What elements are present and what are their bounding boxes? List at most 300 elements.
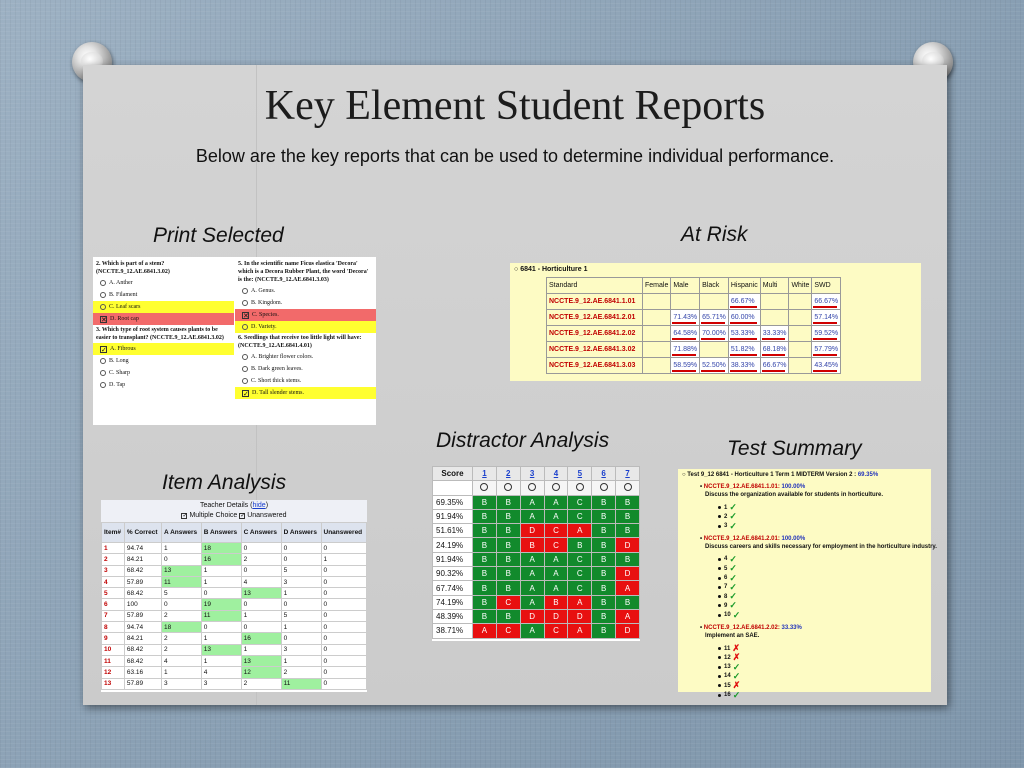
answer-option: A. Anther	[93, 277, 234, 289]
answer-cell: A	[544, 567, 568, 581]
test-summary-report	[678, 469, 937, 700]
answer-cell: B	[496, 495, 520, 509]
distractor-analysis-report	[432, 466, 640, 641]
answer-cell: B	[473, 524, 497, 538]
answer-cell: B	[592, 624, 616, 638]
item-number: 8	[102, 622, 125, 633]
answer-cell: D	[520, 609, 544, 623]
percent-cell: 58.59%	[671, 358, 700, 374]
answer-cell: C	[568, 495, 592, 509]
answer-cell: A	[568, 595, 592, 609]
data-cell: 0	[162, 599, 202, 610]
check-mark-icon: ✓	[729, 563, 737, 574]
data-cell: 0	[201, 622, 241, 633]
check-mark-icon: ✓	[729, 553, 737, 564]
question-text: 3. Which type of root system causes plants to be easier to transplant? (NCCTE.9_12.AE.6841.3.02)	[96, 327, 224, 341]
percent-cell	[700, 294, 729, 310]
answer-cell: A	[544, 509, 568, 523]
answer-cell: B	[473, 495, 497, 509]
slide-subtitle: Below are the key reports that can be used to determine individual performance.	[195, 146, 835, 166]
answer-cell: C	[544, 624, 568, 638]
percent-cell	[789, 358, 812, 374]
magnifier-icon[interactable]	[480, 483, 488, 491]
data-cell: 11	[162, 576, 202, 587]
check-mark-icon: ✓	[729, 581, 737, 592]
percent-cell	[789, 342, 812, 358]
question-number-link[interactable]: 5	[568, 467, 592, 481]
standard-code: NCCTE.9_12.AE.6841.1.01	[547, 294, 643, 310]
radio-icon	[242, 378, 248, 384]
table-row	[102, 554, 367, 565]
magnifier-icon[interactable]	[600, 483, 608, 491]
radio-icon	[242, 324, 248, 330]
table-row	[102, 644, 367, 655]
data-cell: 94.74	[124, 622, 161, 633]
score-cell: 74.19%	[433, 595, 473, 609]
answer-cell: C	[544, 524, 568, 538]
score-cell: 69.35%	[433, 495, 473, 509]
data-cell: 3	[162, 678, 202, 689]
magnifier-icon[interactable]	[552, 483, 560, 491]
percent-cell	[643, 342, 671, 358]
x-mark-icon: ✗	[732, 680, 741, 691]
data-cell: 1	[241, 644, 281, 655]
question-number: 16	[724, 692, 731, 698]
score-cell: 38.71%	[433, 624, 473, 638]
data-cell: 68.42	[124, 565, 161, 576]
data-cell: 11	[281, 678, 321, 689]
question-number: 3	[724, 523, 728, 530]
data-cell: 11	[201, 610, 241, 621]
column-header: Female	[643, 278, 671, 294]
table-row	[102, 678, 367, 689]
data-cell: 2	[162, 633, 202, 644]
data-cell: 3	[281, 644, 321, 655]
standard-percent: 33.33%	[781, 625, 802, 631]
column-header: Black	[700, 278, 729, 294]
bullet-icon	[718, 558, 721, 561]
percent-cell	[760, 294, 789, 310]
table-row	[102, 576, 367, 587]
percent-cell	[671, 294, 700, 310]
hide-link[interactable]: hide	[252, 502, 266, 509]
answer-cell: C	[496, 624, 520, 638]
table-row	[102, 543, 367, 554]
check-mark-icon: ✓	[729, 520, 737, 531]
at-risk-table	[546, 277, 841, 374]
data-cell: 0	[241, 599, 281, 610]
question-number: 9	[724, 602, 728, 609]
percent-cell: 71.43%	[671, 310, 700, 326]
slide-title: Key Element Student Reports	[264, 83, 766, 129]
data-cell: 0	[321, 543, 367, 554]
data-cell: 13	[241, 588, 281, 599]
answer-cell: B	[592, 495, 616, 509]
table-row	[547, 342, 841, 358]
percent-cell: 65.71%	[700, 310, 729, 326]
answer-cell: B	[496, 524, 520, 538]
bullet-icon	[718, 525, 721, 528]
question-number-link[interactable]: 1	[473, 467, 497, 481]
answer-cell: B	[592, 509, 616, 523]
standard-description: Implement an SAE.	[705, 633, 760, 639]
x-mark-icon: ✗	[732, 643, 740, 653]
data-cell: 1	[201, 633, 241, 644]
answer-cell: C	[568, 567, 592, 581]
magnifier-cell	[592, 481, 616, 495]
data-cell: 5	[281, 610, 321, 621]
answer-cell: B	[616, 509, 640, 523]
question-number: 14	[724, 673, 731, 680]
column-header: B Answers	[201, 523, 241, 543]
answer-cell: B	[568, 538, 592, 552]
item-number: 2	[102, 554, 125, 565]
bullet-icon	[718, 675, 721, 678]
percent-cell: 57.14%	[812, 310, 841, 326]
answer-option-correct: ✓ D. Tall slender stems.	[235, 387, 376, 399]
standard-percent: 100.00%	[781, 535, 806, 542]
data-cell: 68.42	[124, 588, 161, 599]
item-analysis-report	[101, 500, 367, 692]
bullet-icon	[718, 577, 721, 580]
table-row	[102, 565, 367, 576]
standard-code: NCCTE.9_12.AE.6841.2.02	[547, 326, 643, 342]
table-row	[102, 588, 367, 599]
data-cell: 0	[321, 678, 367, 689]
percent-cell: 43.45%	[812, 358, 841, 374]
bullet-icon	[718, 614, 721, 617]
question-result	[718, 690, 740, 701]
question-number: 15	[724, 682, 731, 689]
data-cell: 0	[321, 576, 367, 587]
standard-code: NCCTE.9_12.AE.6841.3.03	[547, 358, 643, 374]
data-cell: 68.42	[124, 655, 161, 666]
answer-cell: A	[520, 624, 544, 638]
answer-option-correct: C. Leaf scars	[93, 301, 234, 313]
print-selected-right-column	[235, 259, 376, 399]
check-mark-icon: ✓	[732, 661, 741, 672]
bullet-icon	[718, 647, 721, 650]
answer-cell: B	[616, 595, 640, 609]
data-cell: 16	[241, 633, 281, 644]
data-cell: 2	[281, 667, 321, 678]
answer-option: B. Filament	[93, 289, 234, 301]
item-number: 6	[102, 599, 125, 610]
answer-option-correct: ✓ A. Fibrous	[93, 343, 234, 355]
radio-icon	[242, 300, 248, 306]
score-cell: 91.94%	[433, 509, 473, 523]
answer-cell: A	[544, 495, 568, 509]
percent-cell	[789, 294, 812, 310]
data-cell: 94.74	[124, 543, 161, 554]
question-number-link[interactable]: 4	[544, 467, 568, 481]
data-cell: 0	[321, 644, 367, 655]
data-cell: 1	[162, 667, 202, 678]
percent-cell	[643, 358, 671, 374]
percent-cell: 64.58%	[671, 326, 700, 342]
data-cell: 1	[241, 610, 281, 621]
data-cell: 0	[321, 622, 367, 633]
standard-description: Discuss the organization available for students in horticulture.	[705, 492, 884, 498]
percent-cell	[789, 326, 812, 342]
item-number: 11	[102, 655, 125, 666]
data-cell: 0	[321, 655, 367, 666]
data-cell: 0	[162, 554, 202, 565]
radio-icon	[100, 280, 106, 286]
question-number: 11	[724, 645, 731, 652]
answer-cell: B	[592, 595, 616, 609]
answer-cell: B	[496, 552, 520, 566]
standard-code: NCCTE.9_12.AE.6841.1.01:	[703, 484, 780, 490]
question-text: 5. In the scientific name Ficus elastica 'Decora' which is a Decora Rubber Plant, the word 'Decora' is the: (NCCTE.9_12.AE.6841.3.03)	[238, 261, 369, 283]
x-mark-icon: ✕	[101, 315, 107, 324]
percent-cell: 68.18%	[760, 342, 789, 358]
at-risk-heading: ○ 6841 - Horticulture 1	[514, 266, 588, 273]
score-cell: 24.19%	[433, 538, 473, 552]
score-cell: 67.74%	[433, 581, 473, 595]
radio-icon	[242, 366, 248, 372]
data-cell: 0	[201, 588, 241, 599]
item-number: 4	[102, 576, 125, 587]
item-number: 5	[102, 588, 125, 599]
data-cell: 13	[201, 644, 241, 655]
standard-percent: 100.00%	[781, 484, 806, 490]
item-analysis-table	[101, 522, 367, 690]
data-cell: 2	[241, 678, 281, 689]
data-cell: 16	[201, 554, 241, 565]
table-row	[102, 633, 367, 644]
data-cell: 5	[281, 565, 321, 576]
check-mark-icon: ✓	[729, 591, 737, 602]
data-cell: 1	[201, 565, 241, 576]
column-header: A Answers	[162, 523, 202, 543]
check-mark-icon: ✓	[101, 345, 107, 354]
magnifier-icon[interactable]	[504, 483, 512, 491]
standard-line: • NCCTE.9_12.AE.6841.1.01: 100.00%	[700, 484, 806, 490]
answer-cell: A	[544, 581, 568, 595]
radio-icon	[100, 370, 106, 376]
check-mark-icon: ✓	[729, 511, 737, 522]
radio-icon	[100, 358, 106, 364]
bullet-icon	[718, 567, 721, 570]
check-mark-icon: ✓	[729, 600, 737, 611]
column-header: White	[789, 278, 812, 294]
data-cell: 18	[201, 543, 241, 554]
multiple-choice-checkbox[interactable]: ✓	[182, 513, 188, 519]
answer-cell: B	[496, 581, 520, 595]
print-selected-report	[93, 257, 376, 425]
answer-option: B. Kingdom.	[235, 297, 376, 309]
magnifier-icon[interactable]	[528, 483, 536, 491]
answer-cell: A	[520, 552, 544, 566]
data-cell: 0	[241, 622, 281, 633]
score-cell: 48.39%	[433, 609, 473, 623]
table-row	[547, 358, 841, 374]
bullet-icon	[718, 515, 721, 518]
question-number: 10	[724, 612, 731, 619]
percent-cell: 70.00%	[700, 326, 729, 342]
percent-cell	[643, 294, 671, 310]
radio-icon	[242, 354, 248, 360]
column-header: % Correct	[124, 523, 161, 543]
magnifier-icon[interactable]	[624, 483, 632, 491]
percent-cell: 57.79%	[812, 342, 841, 358]
magnifier-cell	[568, 481, 592, 495]
answer-cell: B	[496, 509, 520, 523]
data-cell: 0	[281, 543, 321, 554]
at-risk-report	[510, 263, 921, 381]
radio-icon	[242, 288, 248, 294]
answer-cell: A	[544, 552, 568, 566]
check-mark-icon: ✓	[243, 389, 249, 398]
percent-cell: 59.52%	[812, 326, 841, 342]
label-distractor-analysis: Distractor Analysis	[436, 429, 610, 452]
data-cell: 4	[241, 576, 281, 587]
answer-option-wrong: ✕ D. Root cap	[93, 313, 234, 325]
answer-cell: B	[592, 552, 616, 566]
data-cell: 0	[321, 599, 367, 610]
answer-option-wrong: ✕ C. Species.	[235, 309, 376, 321]
table-row	[433, 495, 640, 509]
test-summary-heading: ○ Test 9_12 6841 - Horticulture 1 Term 1 MIDTERM Version 2 : 69.35%	[682, 472, 879, 478]
percent-cell: 33.33%	[760, 326, 789, 342]
column-header: SWD	[812, 278, 841, 294]
table-row	[102, 655, 367, 666]
question-number-link[interactable]: 7	[616, 467, 640, 481]
answer-cell: B	[473, 509, 497, 523]
question-number: 6	[724, 575, 728, 581]
answer-cell: B	[592, 524, 616, 538]
percent-cell: 52.50%	[700, 358, 729, 374]
percent-cell	[700, 342, 729, 358]
percent-cell: 66.67%	[728, 294, 760, 310]
data-cell: 84.21	[124, 633, 161, 644]
question-number-link[interactable]: 6	[592, 467, 616, 481]
question-number: 12	[724, 654, 731, 661]
question-result	[718, 521, 737, 532]
item-number: 3	[102, 565, 125, 576]
x-mark-icon: ✕	[243, 311, 249, 320]
answer-option: B. Dark green leaves.	[235, 363, 376, 375]
table-row	[433, 552, 640, 566]
data-cell: 12	[241, 667, 281, 678]
answer-cell: D	[616, 624, 640, 638]
question-number-link[interactable]: 2	[496, 467, 520, 481]
unanswered-checkbox[interactable]: ✓	[240, 513, 246, 519]
data-cell: 2	[162, 610, 202, 621]
item-number: 10	[102, 644, 125, 655]
table-row	[547, 294, 841, 310]
data-cell: 57.89	[124, 610, 161, 621]
answer-cell: B	[496, 609, 520, 623]
check-mark-icon: ✓	[729, 572, 737, 583]
answer-cell: A	[616, 581, 640, 595]
question-text: 2. Which is part of a stem? (NCCTE.9_12.AE.6841.3.02)	[96, 261, 170, 275]
answer-cell: A	[520, 509, 544, 523]
percent-cell: 51.82%	[728, 342, 760, 358]
answer-cell: C	[568, 509, 592, 523]
table-row	[547, 326, 841, 342]
answer-cell: A	[520, 495, 544, 509]
table-row	[102, 667, 367, 678]
data-cell: 63.16	[124, 667, 161, 678]
question-number: 4	[724, 556, 728, 563]
data-cell: 2	[241, 554, 281, 565]
answer-cell: B	[496, 567, 520, 581]
answer-option: C. Sharp	[93, 367, 234, 379]
percent-cell: 38.33%	[728, 358, 760, 374]
answer-cell: C	[568, 552, 592, 566]
table-row	[433, 567, 640, 581]
data-cell: 0	[281, 633, 321, 644]
answer-cell: A	[473, 624, 497, 638]
question-number: 7	[724, 584, 728, 591]
data-cell: 13	[162, 565, 202, 576]
data-cell: 100	[124, 599, 161, 610]
check-mark-icon: ✓	[732, 670, 741, 681]
magnifier-cell	[616, 481, 640, 495]
question-result	[718, 610, 740, 621]
magnifier-icon[interactable]	[576, 483, 584, 491]
answer-cell: A	[568, 624, 592, 638]
table-row	[433, 538, 640, 552]
answer-cell: B	[544, 595, 568, 609]
question-number: 8	[724, 593, 728, 600]
answer-option: C. Short thick stems.	[235, 375, 376, 387]
answer-cell: A	[520, 595, 544, 609]
check-mark-icon: ✓	[729, 502, 737, 512]
answer-cell: B	[616, 524, 640, 538]
score-header: Score	[433, 467, 473, 481]
data-cell: 0	[321, 565, 367, 576]
answer-cell: A	[520, 581, 544, 595]
data-cell: 1	[281, 655, 321, 666]
column-header: Unanswered	[321, 523, 367, 543]
answer-cell: B	[592, 581, 616, 595]
table-row	[102, 610, 367, 621]
percent-cell: 53.33%	[728, 326, 760, 342]
question-number: 2	[724, 513, 728, 520]
bullet-icon	[718, 604, 721, 607]
percent-cell	[760, 310, 789, 326]
answer-cell: A	[616, 609, 640, 623]
data-cell: 3	[201, 678, 241, 689]
answer-cell: D	[544, 609, 568, 623]
bullet-icon	[718, 656, 721, 659]
magnifier-cell	[473, 481, 497, 495]
percent-cell: 60.00%	[728, 310, 760, 326]
column-header: Hispanic	[728, 278, 760, 294]
question-number: 13	[724, 664, 731, 671]
label-print-selected: Print Selected	[153, 224, 284, 247]
data-cell: 0	[321, 633, 367, 644]
standard-code: NCCTE.9_12.AE.6841.3.02	[547, 342, 643, 358]
bullet-icon	[718, 666, 721, 669]
question-number-link[interactable]: 3	[520, 467, 544, 481]
column-header: Male	[671, 278, 700, 294]
bullet-icon	[718, 684, 721, 687]
percent-cell	[643, 310, 671, 326]
blank-cell	[433, 481, 473, 495]
answer-cell: B	[496, 538, 520, 552]
answer-cell: C	[496, 595, 520, 609]
answer-cell: B	[473, 538, 497, 552]
data-cell: 1	[321, 554, 367, 565]
bullet-icon	[718, 694, 721, 697]
x-mark-icon: ✗	[732, 652, 741, 663]
table-row	[102, 622, 367, 633]
column-header: D Answers	[281, 523, 321, 543]
